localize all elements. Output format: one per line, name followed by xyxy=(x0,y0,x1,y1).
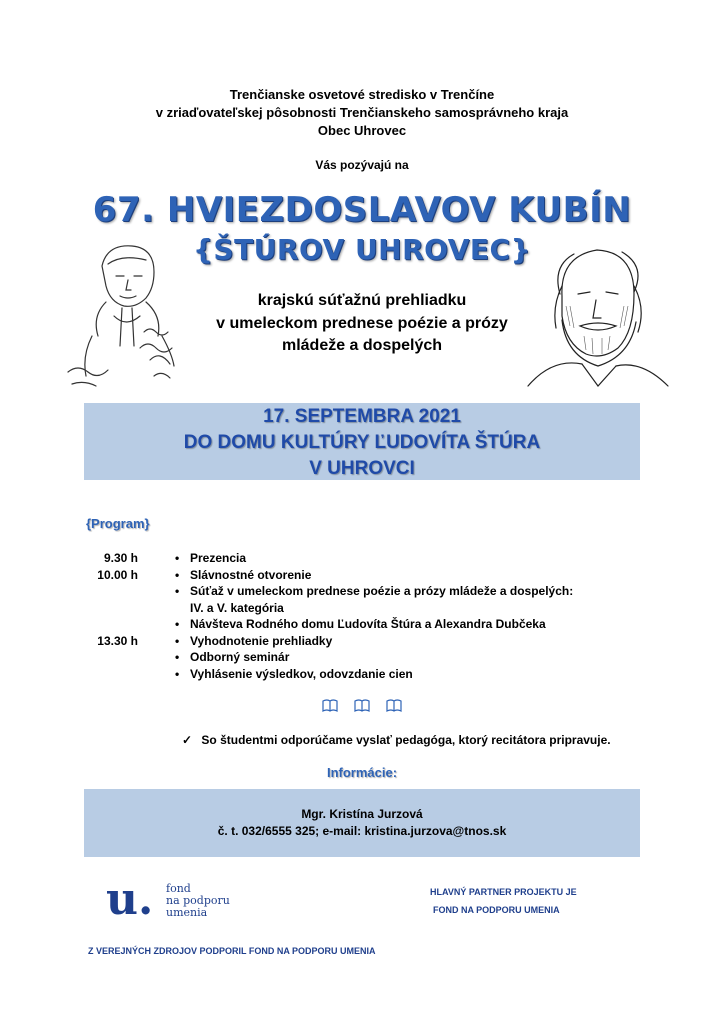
program-text: IV. a V. kategória xyxy=(190,600,284,615)
program-text: Prezencia xyxy=(190,551,247,565)
bullet-icon: • xyxy=(175,650,180,664)
program-text: Vyhlásenie výsledkov, odovzdanie cien xyxy=(190,666,413,681)
event-venue-line-1: DO DOMU KULTÚRY ĽUDOVÍTA ŠTÚRA xyxy=(183,432,541,453)
bullet-icon: • xyxy=(175,551,180,565)
fund-logo-mark: u. xyxy=(106,874,154,925)
open-book-icon xyxy=(355,700,369,711)
program-time: 10.00 h xyxy=(97,567,138,582)
teacher-note-text: So študentmi odporúčame vyslať pedagóga, ktorý recitátora pripravuje. xyxy=(201,733,611,747)
program-list xyxy=(0,550,724,690)
program-text: Slávnostné otvorenie xyxy=(190,567,312,582)
event-date: 17. SEPTEMBRA 2021 xyxy=(263,406,461,427)
description-line-2: v umeleckom prednese poézie a prózy xyxy=(216,315,508,332)
organizer-line-1: Trenčianske osvetové stredisko v Trenčíne xyxy=(229,87,495,102)
organizer-line-2: v zriaďovateľskej pôsobnosti Trenčianskeho samosprávneho kraja xyxy=(155,105,569,120)
bullet-icon: • xyxy=(175,567,180,582)
fund-logo-line-3: umenia xyxy=(166,906,208,919)
bullet-icon: • xyxy=(175,666,180,681)
teacher-note xyxy=(182,733,611,747)
open-book-icon xyxy=(387,700,401,711)
program-text: Vyhodnotenie prehliadky xyxy=(190,633,333,648)
fund-logo-line-2: na podporu xyxy=(166,894,230,907)
book-separator xyxy=(322,699,404,713)
bullet-icon: • xyxy=(175,617,180,631)
bullet-icon: • xyxy=(175,584,180,598)
program-text: Súťaž v umeleckom prednese poézie a prózy mládeže a dospelých: xyxy=(190,584,574,598)
program-text: Návšteva Rodného domu Ľudovíta Štúra a Alexandra Dubčeka xyxy=(190,617,546,631)
program-title: {Program} xyxy=(86,516,150,531)
fund-logo-line-1: fond xyxy=(166,882,191,895)
open-book-icon xyxy=(323,700,337,711)
info-title: Informácie: xyxy=(326,765,398,780)
description-line-3: mládeže a dospelých xyxy=(281,337,443,354)
program-time: 9.30 h xyxy=(103,551,138,565)
bullet-icon: • xyxy=(175,633,180,648)
contact-name: Mgr. Kristína Jurzová xyxy=(301,807,423,821)
partner-line-2: FOND NA PODPORU UMENIA xyxy=(433,905,560,915)
description-line-1: krajskú súťažnú prehliadku xyxy=(257,292,467,309)
program-time: 13.30 h xyxy=(97,633,138,648)
event-title: 67. HVIEZDOSLAVOV KUBÍN xyxy=(92,190,632,230)
checkmark-icon: ✓ xyxy=(182,733,193,747)
contact-band xyxy=(84,789,640,857)
organizer-line-3: Obec Uhrovec xyxy=(317,123,407,138)
partner-line-1: HLAVNÝ PARTNER PROJEKTU JE xyxy=(430,887,577,897)
event-subtitle: {ŠTÚROV UHROVEC} xyxy=(192,233,532,266)
fund-logo xyxy=(106,874,236,926)
event-venue-line-2: V UHROVCI xyxy=(309,458,415,479)
funding-footer: Z VEREJNÝCH ZDROJOV PODPORIL FOND NA PODPORU UMENIA xyxy=(88,946,376,956)
invite-text: Vás pozývajú na xyxy=(315,158,409,172)
contact-details: č. t. 032/6555 325; e-mail: kristina.jurzova@tnos.sk xyxy=(217,824,507,838)
date-band xyxy=(84,403,640,480)
program-text: Odborný seminár xyxy=(190,650,290,664)
